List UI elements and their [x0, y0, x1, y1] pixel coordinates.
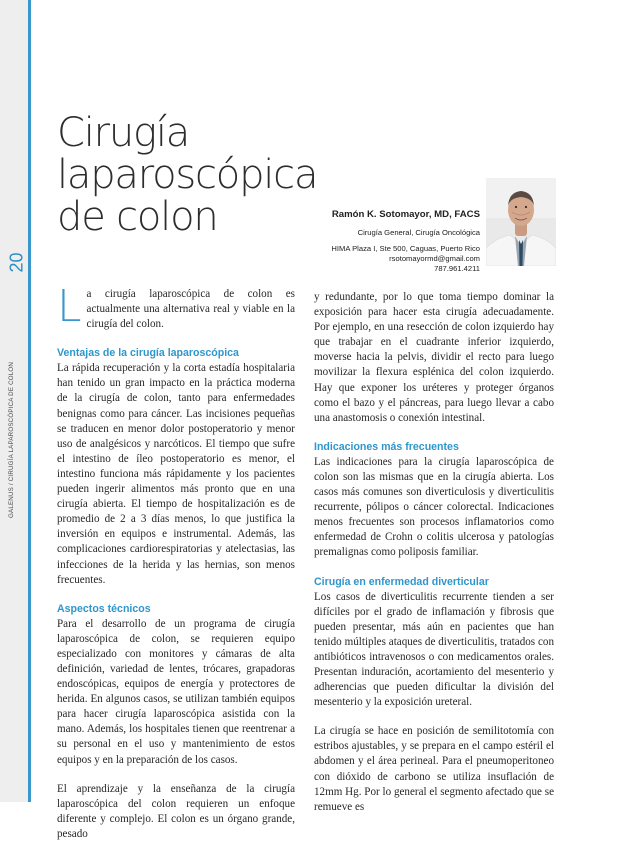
author-specialty: Cirugía General, Cirugía Oncológica: [357, 228, 480, 237]
author-email: rsotomayormd@gmail.com: [389, 254, 480, 263]
author-photo: [486, 178, 556, 266]
aspectos-paragraph-1: Para el desarrollo de un programa de cirugía laparoscópica de colon, se requieren equipo especializado con monitores y cámaras de alta definición, variedad de lentes, trócares, grapadoras endoscópicas, equipos de energía y protectores de herida. En algunos casos, se utilizan también equipos para hacer cirugía laparoscópica asistida con la mano. Además, los hospitales tienen que reentrenar a su personal en el uso y mantenimiento de estos equipos y en la preparación de los casos.: [57, 617, 295, 766]
heading-ventajas: Ventajas de la cirugía laparoscópica: [57, 347, 239, 360]
author-address: HIMA Plaza I, Ste 500, Caguas, Puerto Rico: [331, 244, 480, 253]
accent-rule: [28, 0, 31, 802]
heading-diverticular: Cirugía en enfermedad diverticular: [314, 575, 489, 588]
title-line-1: Cirugía laparoscópica: [57, 110, 318, 198]
heading-aspectos: Aspectos técnicos: [57, 602, 151, 615]
indicaciones-paragraph: Las indicaciones para la cirugía laparoscópica de colon son las mismas que en la cirugía abierta. Los casos más comunes son diverticulosis y diverticulitis recurrente, pólipos o cáncer colorectal. Indicaciones menos frecuentes son procesos inflamatorios como enfermedad de Crohn o colitis ulcerosa y patologías premalignas como poliposis familiar.: [314, 455, 554, 559]
column-left: [57, 281, 295, 842]
author-phone: 787.961.4211: [434, 264, 480, 273]
intro-paragraph: La cirugía laparoscópica de colon es actualmente una alternativa real y viable en la cirugía del colon.: [57, 281, 295, 332]
diverticular-paragraph-2: La cirugía se hace en posición de semilitotomía con estribos ajustables, y se prepara en el campo estéril el abdomen y el área perineal. Para el pneumoperitoneo con dióxido de carbono se utiliza insuflación de 12mm Hg. Por lo general el segmento afectado que se remueve es: [314, 725, 554, 813]
author-name: Ramón K. Sotomayor, MD, FACS: [331, 209, 480, 220]
aspectos-paragraph-2: El aprendizaje y la enseñanza de la cirugía laparoscópica del colon requieren un enfoque diferente y complejo. El colon es un órgano grande, pesado: [57, 782, 295, 840]
author-block: [331, 208, 480, 274]
column-right: [314, 290, 554, 815]
running-head-text: GALENUS / CIRUGÍA LAPAROSCÓPICA DE COLON: [8, 361, 15, 518]
running-head: [8, 288, 22, 518]
drop-cap: L: [57, 281, 82, 332]
author-portrait-icon: [486, 178, 556, 266]
ventajas-paragraph: La rápida recuperación y la corta estadía hospitalaria han tenido un gran impacto en la práctica moderna de la cirugía de colon, tanto para enfermedades benignas como para cáncer. Las incisiones pequeñas se traducen en menor dolor postoperatorio y menor uso de analgésicos y narcóticos. El tiempo que sufre el intestino de íleo postoperatorio es menor, el intestino funciona más rápidamente y los pacientes pueden ingerir alimentos más pronto que en una cirugía abierta. El tiempo de hospitalización es de promedio de 2 a 3 días menos, lo que justifica la inversión en equipos e instrumental. Además, las complicaciones cardiorespiratorias y atelectasias, las infecciones de la herida y las hernias, son menos frecuentes.: [57, 362, 295, 586]
heading-indicaciones: Indicaciones más frecuentes: [314, 440, 459, 453]
diverticular-paragraph-1: Los casos de diverticulitis recurrente tienden a ser difíciles por el grado de inflamación y fibrosis que pueden presentar, más aún en pacientes que han tenido múltiples ataques de diverticulitis, tratados con antibióticos intravenosos o con medicamentos orales. Presentan induración, acortamiento del mesenterio y adherencias que pueden dificultar la división del mesenterio y la exposición ureteral.: [314, 590, 554, 709]
page-number: 20: [6, 252, 27, 273]
title-line-2: de colon: [57, 194, 218, 240]
aspectos-paragraph-2-continued: y redundante, por lo que toma tiempo dominar la exposición para hacer esta cirugía adecuadamente. Por ejemplo, en una resección de colon izquierdo hay que trabajar en el cuadrante inferior izquierdo, moverse hacia la pelvis, dividir el recto para luego movilizar la flexura esplénica del colon izquierdo. Hay que exponer los uréteres y proteger órganos como el bazo y el páncreas, para luego llevar a cabo una anastomosis o conexión intestinal.: [314, 291, 554, 424]
